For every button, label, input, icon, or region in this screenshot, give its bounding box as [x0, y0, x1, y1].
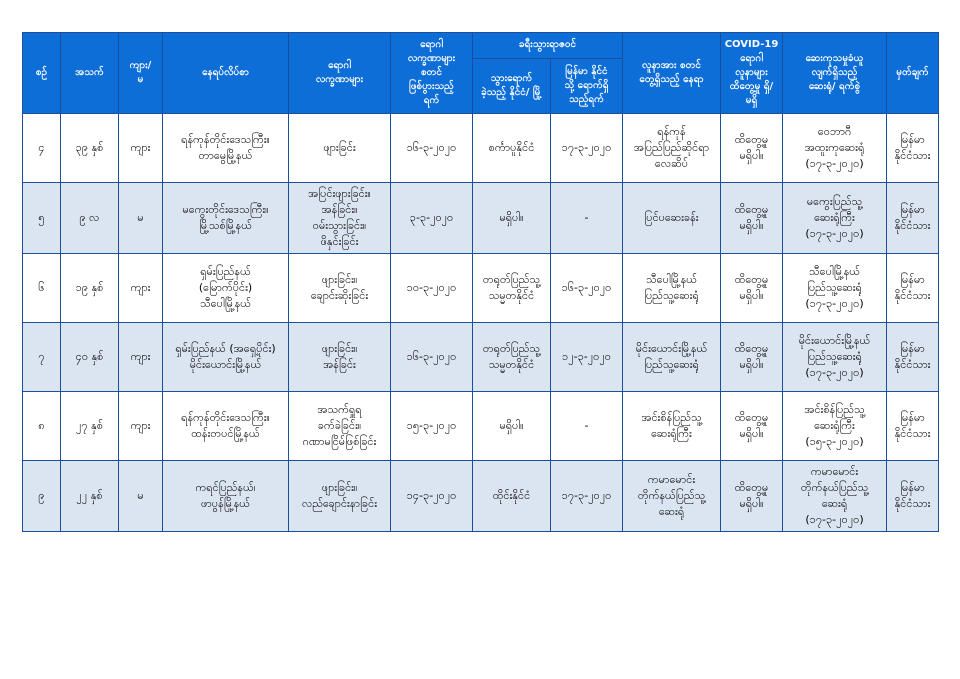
- cell-symptom-date: ၁၄-၃-၂၀၂၀: [391, 460, 473, 531]
- cell-hospital-line: အင်းစိန်ပြည်သူ့: [804, 402, 865, 416]
- cell-hospital: [783, 253, 887, 322]
- cell-remark-line: နိုင်ငံသား: [894, 149, 931, 162]
- header-cell-symptom-date: ရောဂါ လက္ခဏာများ စတင် ဖြစ်ပွားသည့် ရက်: [391, 33, 473, 114]
- cell-travel-country: မရှိပါ။: [473, 391, 551, 460]
- cell-travel-return: ၁၇-၃-၂၀၂၀: [551, 460, 623, 531]
- cell-age: ၂၂ နှစ်: [61, 460, 119, 531]
- cell-age: ၃၉ နှစ်: [61, 114, 119, 183]
- cell-test-place-line: တိုက်နယ်ပြည်သူ့: [637, 488, 706, 502]
- cell-hospital-line: ပြည်သူ့ဆေးရုံ: [807, 280, 862, 294]
- cell-hospital: [783, 460, 887, 531]
- cell-covid-result-line: ထိတွေ့မှု: [734, 341, 769, 355]
- cell-remark-line: နိုင်ငံသား: [894, 218, 931, 232]
- cell-address: [163, 322, 289, 391]
- cell-hospital-line: ဝေဘာဂီ: [817, 125, 852, 139]
- table-header-row-1: [23, 33, 939, 59]
- cell-remark-line: နိုင်ငံသား: [894, 426, 931, 440]
- cell-symptoms-line: ဝမ်းသွားခြင်း။: [312, 218, 367, 232]
- cell-symptoms-line: ဖျားခြင်း။: [321, 272, 358, 286]
- cell-symptom-date: ၁၅-၃-၂၀၂၀: [391, 391, 473, 460]
- table-row: [23, 253, 939, 322]
- table-row: [23, 183, 939, 254]
- cell-remark: [887, 460, 939, 531]
- cell-remark-line: နိုင်ငံသား: [894, 288, 931, 302]
- cell-hospital-line: ဆေးရုံ: [821, 496, 848, 510]
- cell-covid-result: [721, 391, 783, 460]
- cell-test-place: [623, 460, 721, 531]
- cell-no: ၇: [23, 322, 61, 391]
- table-header: [23, 33, 939, 114]
- cell-covid-result-line: မရှိပါ။: [739, 357, 764, 371]
- cell-hospital-line: (၁၇-၃-၂၀၂၀): [805, 512, 864, 526]
- cell-test-place-line: ပြည်သူ့ဆေးရုံ: [644, 357, 699, 371]
- cell-covid-result: [721, 183, 783, 254]
- cell-covid-result-line: မရှိပါ။: [739, 149, 764, 162]
- header-cell-sex: ကျား/ မ: [119, 33, 163, 114]
- cell-hospital: [783, 322, 887, 391]
- cell-symptoms: [289, 322, 391, 391]
- cell-no: ၄: [23, 114, 61, 183]
- cell-symptoms-line: ဖျားခြင်း။: [321, 480, 358, 494]
- cell-address-line: ထန်းတပင်မြို့နယ်: [191, 426, 260, 440]
- cell-test-place-line: လေဆိပ်: [654, 156, 689, 170]
- cell-remark: [887, 253, 939, 322]
- cell-travel-return: ၁၂-၃-၂၀၂၀: [551, 322, 623, 391]
- table-row: [23, 460, 939, 531]
- cell-age: ၉ လ: [61, 183, 119, 254]
- cell-hospital-line: (၁၇-၃-၂၀၂၀): [805, 226, 864, 240]
- cell-symptoms-line: အန်ခြင်း: [323, 357, 356, 371]
- header-cell-travel-group: ခရီးသွားရာဇဝင်: [473, 33, 623, 59]
- cell-sex: မ: [119, 183, 163, 254]
- cell-test-place: [623, 114, 721, 183]
- cell-address: [163, 253, 289, 322]
- cell-travel-return: ၁၇-၃-၂၀၂၀: [551, 114, 623, 183]
- cell-address-line: ရန်ကုန်တိုင်းဒေသကြီး။: [181, 133, 270, 147]
- cell-address: [163, 460, 289, 531]
- cell-test-place-line: ကမာမောင်း: [647, 472, 696, 486]
- header-cell-remark: မှတ်ချက်: [887, 33, 939, 114]
- cell-hospital-line: တိုက်နယ်ပြည်သူ့: [800, 480, 869, 494]
- table-row: [23, 114, 939, 183]
- cell-hospital-line: (၁၅-၃-၂၀၂၀): [805, 434, 864, 448]
- cell-remark-line: မြန်မာ: [900, 133, 925, 147]
- cell-symptoms: [289, 391, 391, 460]
- cell-travel-country: တရုတ်ပြည်သူ့ သမ္မတနိုင်ငံ: [473, 253, 551, 322]
- header-cell-address: နေရပ်လိပ်စာ: [163, 33, 289, 114]
- cell-hospital-line: (၁၇-၃-၂၀၂၀): [805, 296, 864, 310]
- header-cell-test-place: လူနာအား စတင် တွေ့ရှိသည့် နေရာ: [623, 33, 721, 114]
- cell-hospital: [783, 183, 887, 254]
- header-cell-travel-country: သွားရောက် ခဲ့သည့် နိုင်ငံ/ မြို့: [473, 58, 551, 113]
- cell-test-place-line: မိုင်းယောင်းမြို့နယ်: [635, 341, 708, 355]
- cell-address: [163, 183, 289, 254]
- covid-case-table: [22, 32, 939, 532]
- cell-age: ၁၉ နှစ်: [61, 253, 119, 322]
- cell-remark-line: မြန်မာ: [900, 480, 925, 494]
- cell-test-place: [623, 183, 721, 254]
- cell-test-place-line: သီပေါမြို့နယ်: [646, 272, 697, 286]
- cell-address-line: မြို့သစ်မြို့နယ်: [199, 218, 252, 232]
- table-row: [23, 391, 939, 460]
- cell-sex: ကျား: [119, 391, 163, 460]
- cell-covid-result: [721, 114, 783, 183]
- table-row: [23, 322, 939, 391]
- cell-symptoms: [289, 460, 391, 531]
- cell-hospital-line: ဆေးရုံကြီး: [814, 418, 855, 432]
- cell-covid-result-line: မရှိပါ။: [739, 496, 764, 510]
- header-cell-travel-return: မြန်မာ နိုင်ငံ သို့ ရောက်ရှိ သည့်ရက်: [551, 58, 623, 113]
- cell-covid-result: [721, 322, 783, 391]
- cell-test-place-line: အပြည်ပြည်ဆိုင်ရာ: [633, 141, 710, 155]
- cell-covid-result: [721, 253, 783, 322]
- cell-address-line: သီပေါမြို့နယ်: [200, 296, 251, 310]
- cell-covid-result-line: မရှိပါ။: [739, 218, 764, 232]
- cell-covid-result-line: မရှိပါ။: [739, 288, 764, 302]
- header-cell-no: စဉ်: [23, 33, 61, 114]
- cell-address-line: ရှမ်းပြည်နယ်: [200, 264, 251, 278]
- cell-hospital-line: ကမာမောင်း: [810, 464, 859, 478]
- cell-symptoms-line: ချောင်းဆိုးခြင်း: [310, 288, 369, 302]
- cell-travel-return: -: [551, 183, 623, 254]
- cell-travel-return: ၁၆-၃-၂၀၂၀: [551, 253, 623, 322]
- cell-covid-result-line: ထိတွေ့မှု: [734, 480, 769, 494]
- cell-hospital-line: အထူးကုဆေးရုံ: [804, 141, 865, 155]
- cell-sex: မ: [119, 460, 163, 531]
- cell-symptoms-line: ဂဏာမငြိမ်ဖြစ်ခြင်း: [302, 434, 377, 448]
- cell-covid-result-line: ထိတွေ့မှု: [734, 202, 769, 216]
- cell-symptoms-line: ဖိနှင်းခြင်း: [320, 234, 359, 248]
- cell-remark: [887, 183, 939, 254]
- cell-address-line: ဖာပွန်မြို့နယ်: [201, 496, 250, 510]
- cell-symptoms-line: လည်ချောင်းနာခြင်း: [302, 496, 377, 510]
- cell-symptoms-line: ခက်ခဲခြင်း။: [317, 418, 362, 432]
- cell-symptom-date: ၁၀-၃-၂၀၂၀: [391, 253, 473, 322]
- cell-no: ၅: [23, 183, 61, 254]
- cell-test-place-line: ပြင်ပဆေးခန်း: [644, 210, 699, 224]
- cell-test-place-line: အင်းစိန်ပြည်သူ့: [641, 410, 702, 424]
- cell-remark-line: နိုင်ငံသား: [894, 496, 931, 510]
- cell-test-place: [623, 322, 721, 391]
- cell-no: ၉: [23, 460, 61, 531]
- cell-remark: [887, 322, 939, 391]
- cell-address-line: တာမွေမြို့နယ်: [198, 149, 253, 162]
- cell-travel-return: -: [551, 391, 623, 460]
- cell-symptoms-line: အန်ခြင်း။: [321, 202, 358, 216]
- cell-age: ၄၀ နှစ်: [61, 322, 119, 391]
- cell-symptom-date: ၁၆-၃-၂၀၂၀: [391, 322, 473, 391]
- cell-test-place-line: ရန်ကုန်: [657, 125, 686, 139]
- table-body: [23, 114, 939, 532]
- cell-test-place-line: ဆေးရုံ: [658, 504, 685, 518]
- cell-remark-line: နိုင်ငံသား: [894, 357, 931, 371]
- cell-covid-result-line: မရှိပါ။: [739, 426, 764, 440]
- cell-address-line: ရန်ကုန်တိုင်းဒေသကြီး။: [181, 410, 270, 424]
- cell-remark-line: မြန်မာ: [900, 410, 925, 424]
- cell-hospital-line: ပြည်သူ့ဆေးရုံ: [807, 349, 862, 363]
- cell-test-place: [623, 253, 721, 322]
- cell-symptom-date: ၁၆-၃-၂၀၂၀: [391, 114, 473, 183]
- cell-no: ၆: [23, 253, 61, 322]
- cell-address-line: ရှမ်းပြည်နယ် (အရှေ့ပိုင်း): [175, 341, 276, 355]
- cell-age: ၂၇ နှစ်: [61, 391, 119, 460]
- cell-hospital: [783, 114, 887, 183]
- cell-remark: [887, 114, 939, 183]
- cell-symptom-date: ၃-၃-၂၀၂၀: [391, 183, 473, 254]
- cell-remark-line: မြန်မာ: [900, 272, 925, 286]
- cell-hospital-line: မိုင်းယောင်းမြို့နယ်: [798, 333, 871, 347]
- cell-address-line: ကရင်ပြည်နယ်၊: [195, 480, 256, 494]
- cell-symptoms-line: ဖျားခြင်း: [323, 141, 356, 155]
- cell-test-place-line: ပြည်သူ့ဆေးရုံ: [644, 288, 699, 302]
- cell-no: ၈: [23, 391, 61, 460]
- cell-hospital-line: (၁၇-၃-၂၀၂၀): [805, 156, 864, 170]
- cell-covid-result-line: ထိတွေ့မှု: [734, 133, 769, 147]
- header-cell-symptoms: ရောဂါ လက္ခဏာများ: [289, 33, 391, 114]
- cell-travel-country: မရှိပါ။: [473, 183, 551, 254]
- cell-hospital-line: မကွေးပြည်သူ့: [806, 194, 863, 208]
- cell-test-place-line: ဆေးရုံကြီး: [651, 426, 692, 440]
- cell-covid-result-line: ထိတွေ့မှု: [734, 272, 769, 286]
- cell-sex: ကျား: [119, 322, 163, 391]
- cell-remark-line: မြန်မာ: [900, 341, 925, 355]
- cell-sex: ကျား: [119, 114, 163, 183]
- header-cell-hospital: ဆေးကုသမှုခံယူ လျက်ရှိသည့် ဆေးရုံ/ ရက်စွဲ: [783, 33, 887, 114]
- cell-test-place: [623, 391, 721, 460]
- cell-travel-country: စင်္ကာပူနိုင်ငံ: [473, 114, 551, 183]
- cell-address: [163, 391, 289, 460]
- cell-sex: ကျား: [119, 253, 163, 322]
- cell-symptoms: [289, 183, 391, 254]
- cell-hospital-line: (၁၇-၃-၂၀၂၀): [805, 365, 864, 379]
- cell-covid-result-line: ထိတွေ့မှု: [734, 410, 769, 424]
- cell-address-line: (မြောက်ပိုင်း): [198, 280, 253, 294]
- cell-symptoms-line: ဖျားခြင်း။: [321, 341, 358, 355]
- cell-hospital: [783, 391, 887, 460]
- cell-address-line: မိုင်းယောင်းမြို့နယ်: [189, 357, 262, 371]
- cell-remark: [887, 391, 939, 460]
- cell-covid-result: [721, 460, 783, 531]
- cell-symptoms: [289, 114, 391, 183]
- cell-travel-country: တရုတ်ပြည်သူ့ သမ္မတနိုင်ငံ: [473, 322, 551, 391]
- cell-address: [163, 114, 289, 183]
- cell-symptoms: [289, 253, 391, 322]
- header-cell-covid-result: COVID-19 ရောဂါ လူနာများ ထိတွေ့မှု ရှိ/ မရှိ: [721, 33, 783, 114]
- cell-hospital-line: သီပေါမြို့နယ်: [809, 264, 860, 278]
- cell-travel-country: ထိုင်းနိုင်ငံ: [473, 460, 551, 531]
- cell-address-line: မကွေးတိုင်းဒေသကြီး။: [182, 202, 269, 216]
- cell-symptoms-line: အပြင်းဖျားခြင်း။: [308, 187, 371, 200]
- header-cell-age: အသက်: [61, 33, 119, 114]
- cell-symptoms-line: အသက်ရှူရ: [317, 402, 362, 416]
- cell-remark-line: မြန်မာ: [900, 202, 925, 216]
- cell-hospital-line: ဆေးရုံကြီး: [814, 210, 855, 224]
